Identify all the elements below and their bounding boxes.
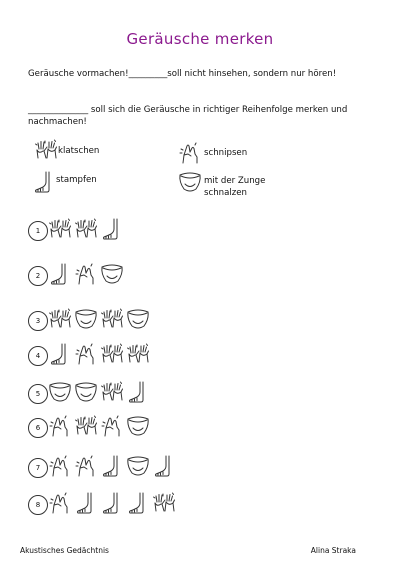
foot-stamp-icon [126, 379, 150, 405]
hand-snap-icon [74, 261, 98, 287]
sequence-icons [48, 216, 124, 242]
hands-clap-icon [48, 216, 72, 242]
hand-snap-icon [48, 490, 72, 516]
tongue-click-icon [74, 379, 98, 405]
sequence-number: 6 [28, 418, 48, 438]
page-title: Geräusche merken [126, 30, 274, 48]
sequence-row [26, 306, 226, 336]
tongue-click-icon [100, 261, 124, 287]
legend-snap [178, 141, 298, 167]
tongue-click-icon [126, 453, 150, 479]
foot-stamp-icon [152, 453, 176, 479]
sequence-icons [48, 261, 124, 287]
legend-stamp-label: stampfen [56, 175, 97, 185]
foot-stamp-icon [74, 490, 98, 516]
sequence-number: 5 [28, 384, 48, 404]
tongue-click-icon [74, 306, 98, 332]
legend-snap-label: schnipsen [204, 148, 248, 158]
hand-snap-icon [48, 453, 72, 479]
foot-stamp-icon [48, 261, 72, 287]
tongue-click-icon [126, 306, 150, 332]
sequence-icons [48, 379, 150, 405]
sequence-number: 3 [28, 311, 48, 331]
sequence-number: 8 [28, 495, 48, 515]
sequence-number: 7 [28, 458, 48, 478]
sequence-number: 1 [28, 221, 48, 241]
sequence-icons [48, 341, 150, 367]
foot-stamp-icon [100, 453, 124, 479]
hand-snap-icon [100, 413, 124, 439]
sequence-row [26, 413, 226, 443]
legend-clap-label: klatschen [58, 146, 100, 156]
tongue-click-icon [126, 413, 150, 439]
foot-stamp-icon [100, 216, 124, 242]
tongue-click-icon [48, 379, 72, 405]
hands-clap-icon [48, 306, 72, 332]
sequence-row [26, 453, 226, 483]
sequence-row [26, 216, 226, 246]
legend-tongue-label: mit der Zunge schnalzen [204, 176, 266, 198]
hands-clap-icon [74, 216, 98, 242]
sequence-icons [48, 490, 176, 516]
sequence-icons [48, 306, 150, 332]
sequence-icons [48, 453, 176, 479]
hand-snap-icon [178, 141, 202, 165]
sequence-row [26, 261, 226, 291]
hands-clap-icon [100, 341, 124, 367]
sequence-row [26, 341, 226, 371]
tongue-click-icon [178, 170, 202, 194]
foot-stamp-icon [100, 490, 124, 516]
foot-stamp-icon [32, 170, 56, 194]
hand-snap-icon [74, 341, 98, 367]
sequence-number: 2 [28, 266, 48, 286]
sequence-row [26, 490, 226, 520]
instruction-line-2: ______________ soll sich die Geräusche in richtiger Reihenfolge merken und nachmachen! [28, 105, 348, 127]
hands-clap-icon [126, 341, 150, 367]
legend-stamp [32, 170, 152, 196]
footer-left: Akustisches Gedächtnis [20, 546, 109, 555]
foot-stamp-icon [48, 341, 72, 367]
sequence-row [26, 379, 226, 409]
instruction-line-1: Geräusche vormachen!_________soll nicht hinsehen, sondern nur hören! [28, 69, 337, 79]
hands-clap-icon [100, 306, 124, 332]
hands-clap-icon [100, 379, 124, 405]
hands-clap-icon [34, 138, 58, 162]
hand-snap-icon [48, 413, 72, 439]
legend-clap [34, 138, 154, 164]
foot-stamp-icon [126, 490, 150, 516]
legend-tongue [178, 170, 298, 200]
sequence-icons [48, 413, 150, 439]
sequence-number: 4 [28, 346, 48, 366]
hand-snap-icon [74, 453, 98, 479]
footer-right: Alina Straka [310, 546, 356, 555]
hands-clap-icon [152, 490, 176, 516]
hands-clap-icon [74, 413, 98, 439]
